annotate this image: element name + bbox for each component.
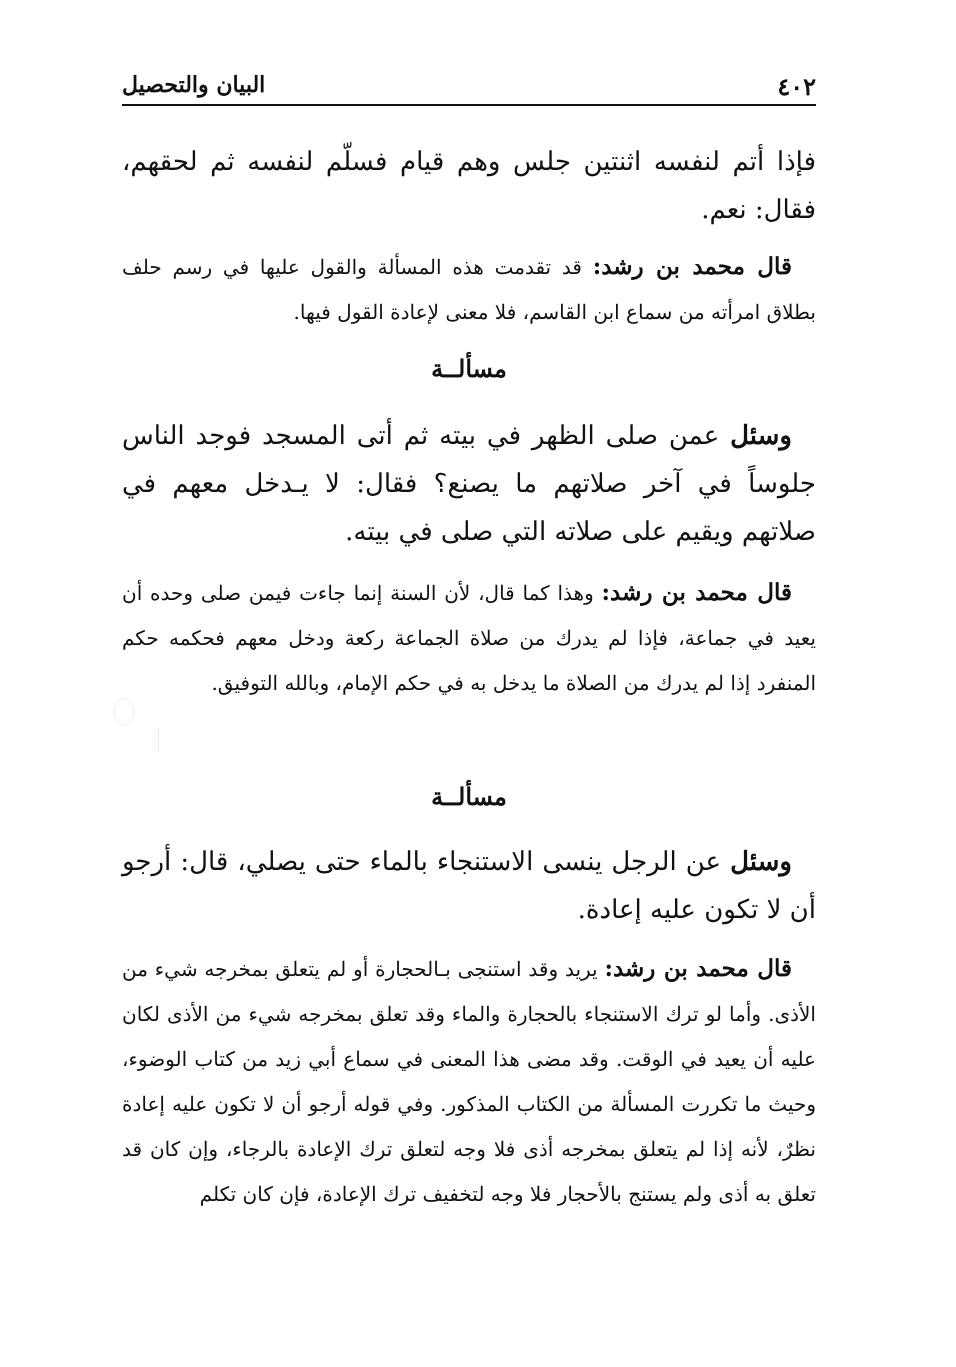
running-title: البيان والتحصيل bbox=[122, 72, 266, 98]
paragraph-text: يريد وقد استنجى بـالحجارة أو لم يتعلق بمخرجه شيء من الأذى. وأما لو ترك الاستنجاء بالحجارة والماء وقد تعلق بمخرجه شيء من الأذى لكان عليه أن يعيد في الوقت. وقد مضى هذا المعنى في سماع أبي زيد من كتاب الوضوء، وحيث ما تكررت المسألة من الكتاب المذكور. وفي قوله أرجو أن لا تكون عليه إعادة نظرٌ، لأنه إذا لم يتعلق بمخرجه أذى فلا وجه لتعلق ترك الإعادة بالرجاء، وإن كان قد تعلق به أذى ولم يستنج بالأحجار فلا وجه لتخفيف ترك الإعادة، فإن كان تكلم bbox=[122, 957, 816, 1206]
paragraph-text: وهذا كما قال، لأن السنة إنما جاءت فيمن صلى وحده أن يعيد في جماعة، فإذا لم يدرك من صلاة الجماعة ركعة ودخل معهم فحكمه حكم المنفرد إذا لم يدرك من الصلاة ما يدخل به في حكم الإمام، وبالله التوفيق. bbox=[122, 581, 816, 695]
commentary-paragraph bbox=[122, 946, 816, 1217]
commentary-paragraph bbox=[122, 570, 816, 706]
paragraph-continuation bbox=[122, 138, 816, 234]
speaker-label: قال محمد بن رشد: bbox=[592, 253, 793, 280]
question-paragraph bbox=[122, 838, 816, 934]
page-header bbox=[122, 68, 816, 106]
commentary-paragraph bbox=[122, 244, 816, 335]
paragraph-text: قد تقدمت هذه المسألة والقول عليها في رسم حلف بطلاق امرأته من سماع ابن القاسم، فلا معنى لإعادة القول فيها. bbox=[122, 255, 816, 324]
scan-mark bbox=[158, 730, 159, 752]
lead-word: وسئل bbox=[730, 421, 792, 451]
speaker-label: قال محمد بن رشد: bbox=[604, 955, 793, 982]
paragraph-text: عمن صلى الظهر في بيته ثم أتى المسجد فوجد الناس جلوساً في آخر صلاتهم ما يصنع؟ فقال: لا يـدخل معهم في صلاتهم ويقيم على صلاته التي صلى في بيته. bbox=[122, 421, 816, 547]
paragraph-text: فإذا أتم لنفسه اثنتين جلس وهم قيام فسلّم لنفسه ثم لحقهم، فقال: نعم. bbox=[122, 147, 816, 225]
speaker-label: قال محمد بن رشد: bbox=[601, 579, 792, 606]
paragraph-text: عن الرجل ينسى الاستنجاء بالماء حتى يصلي، قال: أرجو أن لا تكون عليه إعادة. bbox=[122, 847, 816, 925]
section-heading: مسألــة bbox=[431, 354, 507, 383]
lead-word: وسئل bbox=[730, 847, 792, 877]
page-number: ٤٠٢ bbox=[777, 72, 816, 101]
header-rule bbox=[122, 104, 816, 106]
scan-smudge bbox=[114, 698, 134, 726]
question-paragraph bbox=[122, 412, 816, 556]
section-heading: مسألــة bbox=[431, 782, 507, 811]
